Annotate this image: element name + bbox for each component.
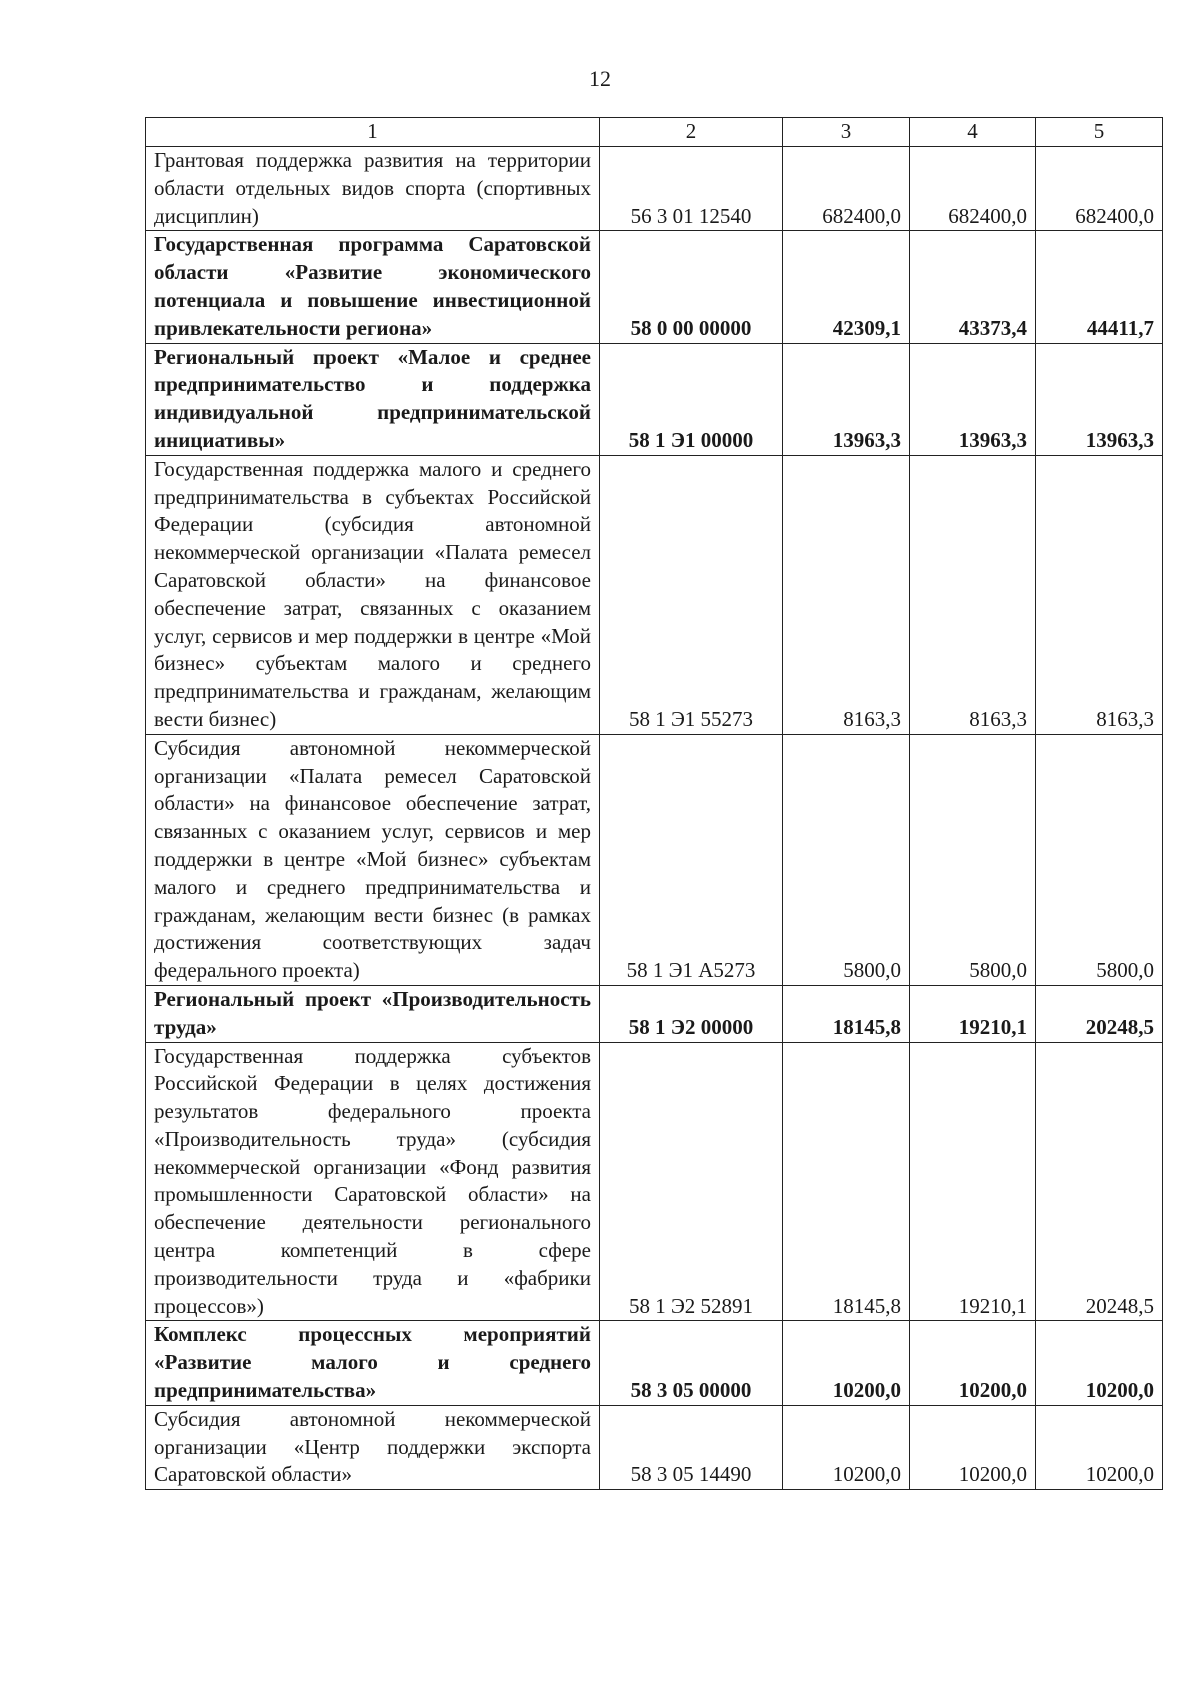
table-row xyxy=(146,147,1163,231)
column-header-5: 5 xyxy=(1036,118,1163,147)
amount-col3-cell: 13963,3 xyxy=(783,343,910,455)
table-row xyxy=(146,734,1163,985)
amount-col3-cell: 10200,0 xyxy=(783,1321,910,1405)
budget-code-cell: 56 3 01 12540 xyxy=(600,147,783,231)
budget-code-cell: 58 1 Э1 00000 xyxy=(600,343,783,455)
budget-code-cell: 58 1 Э2 52891 xyxy=(600,1042,783,1321)
budget-table xyxy=(145,117,1163,1490)
column-header-2: 2 xyxy=(600,118,783,147)
budget-code-cell: 58 3 05 00000 xyxy=(600,1321,783,1405)
amount-col5-cell: 5800,0 xyxy=(1036,734,1163,985)
amount-col4-cell: 682400,0 xyxy=(910,147,1036,231)
amount-col3-cell: 18145,8 xyxy=(783,1042,910,1321)
item-name-cell: Региональный проект «Малое и среднее предпринимательство и поддержка индивидуальной предпринимательской инициативы» xyxy=(146,343,600,455)
amount-col3-cell: 10200,0 xyxy=(783,1405,910,1489)
amount-col3-cell: 5800,0 xyxy=(783,734,910,985)
amount-col5-cell: 44411,7 xyxy=(1036,231,1163,343)
table-row xyxy=(146,343,1163,455)
table-row xyxy=(146,455,1163,734)
item-name-cell: Государственная поддержка малого и среднего предпринимательства в субъектах Российской Федерации (субсидия автономной некоммерческой организации «Палата ремесел Саратовской области» на финансовое обеспечение затрат, связанных с оказанием услуг, сервисов и мер поддержки в центре «Мой бизнес» субъектам малого и среднего предпринимательства и гражданам, желающим вести бизнес) xyxy=(146,455,600,734)
amount-col3-cell: 42309,1 xyxy=(783,231,910,343)
page-number: 12 xyxy=(589,66,611,91)
amount-col4-cell: 19210,1 xyxy=(910,985,1036,1042)
amount-col3-cell: 682400,0 xyxy=(783,147,910,231)
amount-col5-cell: 20248,5 xyxy=(1036,1042,1163,1321)
table-row xyxy=(146,985,1163,1042)
amount-col4-cell: 13963,3 xyxy=(910,343,1036,455)
amount-col3-cell: 18145,8 xyxy=(783,985,910,1042)
table-header-row xyxy=(146,118,1163,147)
item-name-cell: Региональный проект «Производительность труда» xyxy=(146,985,600,1042)
budget-code-cell: 58 1 Э1 А5273 xyxy=(600,734,783,985)
amount-col4-cell: 19210,1 xyxy=(910,1042,1036,1321)
budget-code-cell: 58 1 Э2 00000 xyxy=(600,985,783,1042)
budget-code-cell: 58 3 05 14490 xyxy=(600,1405,783,1489)
amount-col4-cell: 10200,0 xyxy=(910,1321,1036,1405)
budget-code-cell: 58 0 00 00000 xyxy=(600,231,783,343)
amount-col4-cell: 8163,3 xyxy=(910,455,1036,734)
table-row xyxy=(146,1042,1163,1321)
table-row xyxy=(146,1321,1163,1405)
amount-col5-cell: 8163,3 xyxy=(1036,455,1163,734)
item-name-cell: Государственная программа Саратовской области «Развитие экономического потенциала и повышение инвестиционной привлекательности региона» xyxy=(146,231,600,343)
column-header-3: 3 xyxy=(783,118,910,147)
amount-col5-cell: 20248,5 xyxy=(1036,985,1163,1042)
table-row xyxy=(146,231,1163,343)
amount-col5-cell: 10200,0 xyxy=(1036,1405,1163,1489)
budget-code-cell: 58 1 Э1 55273 xyxy=(600,455,783,734)
amount-col5-cell: 682400,0 xyxy=(1036,147,1163,231)
amount-col3-cell: 8163,3 xyxy=(783,455,910,734)
amount-col4-cell: 10200,0 xyxy=(910,1405,1036,1489)
item-name-cell: Комплекс процессных мероприятий «Развитие малого и среднего предпринимательства» xyxy=(146,1321,600,1405)
item-name-cell: Государственная поддержка субъектов Российской Федерации в целях достижения результатов федерального проекта «Производительность труда» (субсидия некоммерческой организации «Фонд развития промышленности Саратовской области» на обеспечение деятельности регионального центра компетенций в сфере производительности труда и «фабрики процессов») xyxy=(146,1042,600,1321)
table-row xyxy=(146,1405,1163,1489)
item-name-cell: Субсидия автономной некоммерческой организации «Центр поддержки экспорта Саратовской области» xyxy=(146,1405,600,1489)
column-header-1: 1 xyxy=(146,118,600,147)
item-name-cell: Субсидия автономной некоммерческой организации «Палата ремесел Саратовской области» на финансовое обеспечение затрат, связанных с оказанием услуг, сервисов и мер поддержки в центре «Мой бизнес» субъектам малого и среднего предпринимательства и гражданам, желающим вести бизнес (в рамках достижения соответствующих задач федерального проекта) xyxy=(146,734,600,985)
column-header-4: 4 xyxy=(910,118,1036,147)
amount-col4-cell: 5800,0 xyxy=(910,734,1036,985)
amount-col5-cell: 10200,0 xyxy=(1036,1321,1163,1405)
amount-col5-cell: 13963,3 xyxy=(1036,343,1163,455)
item-name-cell: Грантовая поддержка развития на территории области отдельных видов спорта (спортивных дисциплин) xyxy=(146,147,600,231)
amount-col4-cell: 43373,4 xyxy=(910,231,1036,343)
